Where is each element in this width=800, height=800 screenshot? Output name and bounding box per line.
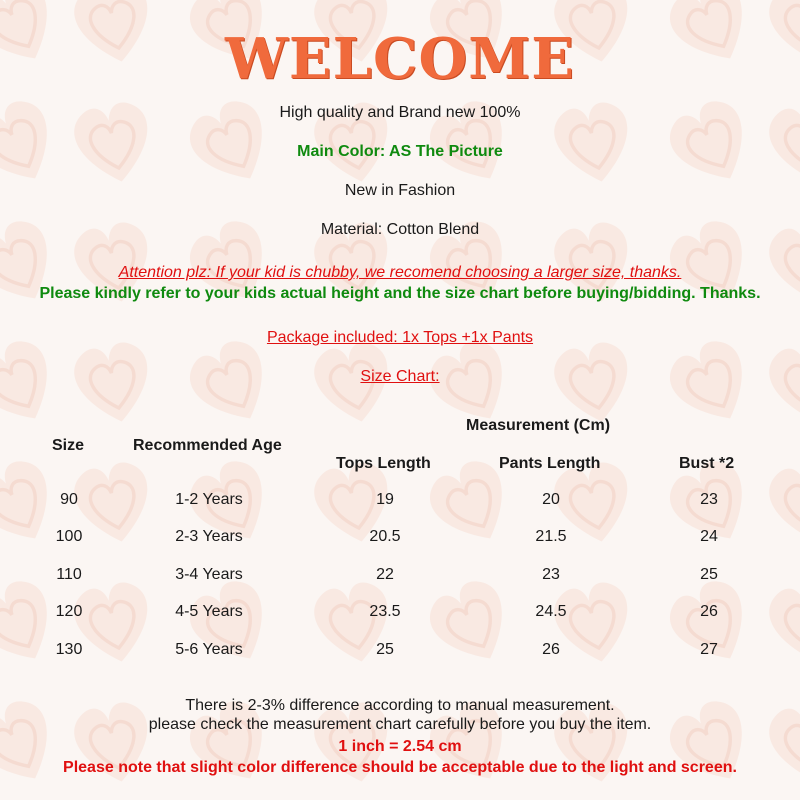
size-cell: 90 <box>60 491 78 508</box>
pants-length-cell: 26 <box>542 641 560 658</box>
size-cell: 110 <box>56 566 82 583</box>
size-cell: 130 <box>55 641 83 658</box>
attention-notice: Attention plz: If your kid is chubby, we recomend choosing a larger size, thanks. <box>118 264 682 281</box>
color-difference-note: Please note that slight color difference should be acceptable due to the light and screen. <box>63 759 737 776</box>
bust-cell: 26 <box>700 603 718 620</box>
age-cell: 1-2 Years <box>175 491 243 508</box>
pants-length-cell: 23 <box>542 566 560 583</box>
check-chart-note: please check the measurement chart carefully before you buy the item. <box>148 716 652 733</box>
tops-length-cell: 19 <box>376 491 394 508</box>
inch-conversion: 1 inch = 2.54 cm <box>338 738 462 755</box>
measurement-header: Measurement (Cm) <box>466 417 611 434</box>
welcome-title: WELCOME <box>225 26 575 92</box>
main-color-line: Main Color: AS The Picture <box>297 143 503 160</box>
tops-length-cell: 25 <box>376 641 394 658</box>
column-header-size: Size <box>52 437 85 454</box>
tops-length-cell: 20.5 <box>369 528 401 545</box>
fashion-line: New in Fashion <box>344 182 456 199</box>
age-cell: 3-4 Years <box>175 566 243 583</box>
column-header-tops-length: Tops Length <box>336 455 431 472</box>
bust-cell: 23 <box>700 491 718 508</box>
size-cell: 120 <box>55 603 83 620</box>
size-reference-notice: Please kindly refer to your kids actual height and the size chart before buying/bidding. Thanks. <box>39 285 761 302</box>
material-line: Material: Cotton Blend <box>320 221 480 238</box>
bust-cell: 24 <box>700 528 718 545</box>
package-included: Package included: 1x Tops +1x Pants <box>266 329 534 346</box>
tops-length-cell: 23.5 <box>369 603 401 620</box>
tops-length-cell: 22 <box>376 566 394 583</box>
pants-length-cell: 21.5 <box>535 528 567 545</box>
column-header-age: Recommended Age <box>133 437 282 454</box>
column-header-pants-length: Pants Length <box>499 455 601 472</box>
quality-line: High quality and Brand new 100% <box>279 104 521 121</box>
age-cell: 5-6 Years <box>175 641 243 658</box>
bust-cell: 27 <box>700 641 718 658</box>
size-chart-heading: Size Chart: <box>360 368 440 385</box>
bust-cell: 25 <box>700 566 718 583</box>
size-cell: 100 <box>55 528 83 545</box>
age-cell: 4-5 Years <box>175 603 243 620</box>
pants-length-cell: 20 <box>542 491 560 508</box>
age-cell: 2-3 Years <box>175 528 243 545</box>
column-header-bust: Bust *2 <box>679 455 735 472</box>
measurement-difference-note: There is 2-3% difference according to manual measurement. <box>185 697 615 714</box>
pants-length-cell: 24.5 <box>535 603 567 620</box>
